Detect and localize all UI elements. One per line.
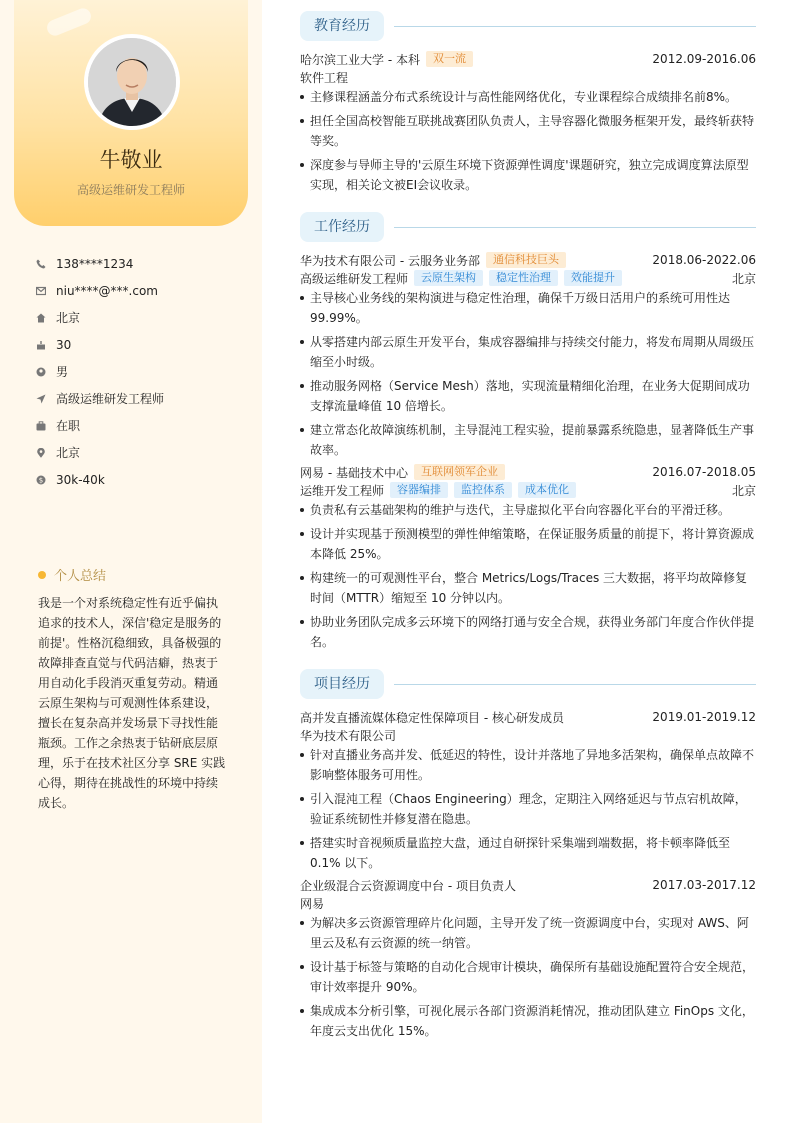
- list-item: 担任全国高校智能互联挑战赛团队负责人，主导容器化微服务框架开发，最终斩获特等奖。: [300, 111, 756, 151]
- summary-text: 我是一个对系统稳定性有近乎偏执追求的技术人，深信'稳定是服务的前提'。性格沉稳细致，具备极强的故障排查直觉与代码洁癖，热衷于用自动化手段消灭重复劳动。精通云原生架构与可观测性体系建设，擅长在复杂高并发场景下寻找性能瓶颈。工作之余热衷于钻研底层原理，乐于在技术社区分享 SRE 实践心得，期待在挑战性的环境中持续成长。: [38, 596, 226, 810]
- date-range: 2019.01-2019.12: [652, 710, 756, 724]
- project-name: 高并发直播流媒体稳定性保障项目 - 核心研发成员: [300, 710, 564, 725]
- school-name: 哈尔滨工业大学 - 本科: [300, 52, 420, 67]
- project-entry: [300, 876, 756, 1045]
- info-value: 北京: [56, 446, 81, 460]
- location-pin-icon: [36, 448, 56, 458]
- info-email: [36, 277, 236, 304]
- list-item: 从零搭建内部云原生开发平台，集成容器编排与持续交付能力，将发布周期从周级压缩至小时级。: [300, 332, 756, 372]
- mail-icon: [36, 286, 56, 296]
- info-salary: [36, 466, 236, 493]
- job-role: 高级运维研发工程师: [300, 271, 409, 286]
- skill-tag: 稳定性治理: [489, 270, 558, 286]
- list-item: 设计基于标签与策略的自动化合规审计模块，确保所有基础设施配置符合安全规范，审计效率提升 90%。: [300, 957, 756, 997]
- school-tag: 双一流: [426, 51, 473, 67]
- skill-tag: 效能提升: [564, 270, 622, 286]
- info-value: niu****@***.com: [56, 283, 158, 298]
- info-position: [36, 385, 236, 412]
- date-range: 2017.03-2017.12: [652, 878, 756, 892]
- info-value: 在职: [56, 419, 81, 433]
- section-work: [300, 212, 756, 242]
- section-title: 工作经历: [300, 212, 384, 242]
- list-item: 针对直播业务高并发、低延迟的特性，设计并落地了异地多活架构，确保单点故障不影响整体服务可用性。: [300, 745, 756, 785]
- project-entry: [300, 708, 756, 877]
- skill-tag: 成本优化: [518, 482, 576, 498]
- job-role: 运维开发工程师: [300, 483, 385, 498]
- bullet-list: [300, 87, 756, 195]
- list-item: 深度参与导师主导的'云原生环境下资源弹性调度'课题研究，独立完成调度算法原型实现，相关论文被EI会议收录。: [300, 155, 756, 195]
- section-title: 教育经历: [300, 11, 384, 41]
- info-location: [36, 439, 236, 466]
- list-item: 协助业务团队完成多云环境下的网络打通与安全合规，获得业务部门年度合作伙伴提名。: [300, 612, 756, 652]
- cake-icon: [36, 340, 56, 350]
- phone-icon: [36, 259, 56, 269]
- project-org: 网易: [300, 896, 325, 911]
- list-item: 引入混沌工程（Chaos Engineering）理念，定期注入网络延迟与节点宕机故障，验证系统韧性并修复潜在隐患。: [300, 789, 756, 829]
- info-status: [36, 412, 236, 439]
- skill-tag: 云原生架构: [414, 270, 483, 286]
- info-value: 30: [56, 337, 72, 352]
- job-city: 北京: [731, 483, 756, 498]
- date-range: 2018.06-2022.06: [652, 253, 756, 267]
- gender-icon: [36, 367, 56, 377]
- list-item: 主导核心业务线的架构演进与稳定性治理，确保千万级日活用户的系统可用性达 99.99%。: [300, 288, 756, 328]
- summary-heading-label: 个人总结: [54, 569, 107, 584]
- job-city: 北京: [731, 271, 756, 286]
- list-item: 推动服务网格（Service Mesh）落地，实现流量精细化治理，在业务大促期间成功支撑流量峰值 10 倍增长。: [300, 376, 756, 416]
- company-name: 华为技术有限公司 - 云服务业务部: [300, 253, 480, 268]
- skill-tag: 容器编排: [390, 482, 448, 498]
- decorative-pill: [45, 6, 94, 38]
- person-title: 高级运维研发工程师: [76, 183, 185, 197]
- send-icon: [36, 394, 56, 404]
- info-value: 高级运维研发工程师: [56, 392, 165, 406]
- bullet-dot-icon: [38, 571, 46, 579]
- company-tag: 通信科技巨头: [486, 252, 566, 268]
- contact-info-list: [36, 250, 236, 493]
- list-item: 建立常态化故障演练机制，主导混沌工程实验，提前暴露系统隐患，显著降低生产事故率。: [300, 420, 756, 460]
- major: 软件工程: [300, 70, 349, 85]
- section-divider: [394, 227, 756, 228]
- home-icon: [36, 313, 56, 323]
- info-value: 30k-40k: [56, 472, 105, 487]
- info-phone: [36, 250, 236, 277]
- info-age: [36, 331, 236, 358]
- date-range: 2012.09-2016.06: [652, 52, 756, 66]
- svg-text:$: $: [38, 476, 44, 484]
- bullet-list: [300, 745, 756, 873]
- section-title: 项目经历: [300, 669, 384, 699]
- info-value: 男: [56, 365, 69, 379]
- date-range: 2016.07-2018.05: [652, 465, 756, 479]
- bullet-list: [300, 500, 756, 652]
- skill-tag: 监控体系: [454, 482, 512, 498]
- list-item: 为解决多云资源管理碎片化问题，主导开发了统一资源调度中台，实现对 AWS、阿里云及私有云资源的统一纳管。: [300, 913, 756, 953]
- section-divider: [394, 26, 756, 27]
- sidebar: [0, 0, 262, 1123]
- avatar: [88, 38, 176, 126]
- section-projects: [300, 669, 756, 699]
- company-name: 网易 - 基础技术中心: [300, 465, 408, 480]
- list-item: 主修课程涵盖分布式系统设计与高性能网络优化，专业课程综合成绩排名前8%。: [300, 87, 756, 107]
- avatar-frame: [84, 34, 180, 130]
- person-name: 牛敬业: [99, 148, 163, 172]
- info-value: 138****1234: [56, 256, 134, 271]
- bullet-list: [300, 288, 756, 460]
- list-item: 设计并实现基于预测模型的弹性伸缩策略，在保证服务质量的前提下，将计算资源成本降低 25%。: [300, 524, 756, 564]
- work-entry: [300, 251, 756, 464]
- education-entry: [300, 50, 756, 199]
- list-item: 搭建实时音视频质量监控大盘，通过自研探针采集端到端数据，将卡顿率降低至 0.1% 以下。: [300, 833, 756, 873]
- salary-icon: [36, 475, 56, 485]
- section-education: [300, 11, 756, 41]
- company-tag: 互联网领军企业: [414, 464, 505, 480]
- info-residence: [36, 304, 236, 331]
- project-org: 华为技术有限公司: [300, 728, 397, 743]
- list-item: 负责私有云基础架构的维护与迭代，主导虚拟化平台向容器化平台的平滑迁移。: [300, 500, 756, 520]
- list-item: 集成成本分析引擎，可视化展示各部门资源消耗情况，推动团队建立 FinOps 文化，年度云支出优化 15%。: [300, 1001, 756, 1041]
- briefcase-icon: [36, 421, 56, 431]
- section-divider: [394, 684, 756, 685]
- info-value: 北京: [56, 311, 81, 325]
- work-entry: [300, 463, 756, 656]
- list-item: 构建统一的可观测性平台，整合 Metrics/Logs/Traces 三大数据，将平均故障修复时间（MTTR）缩短至 10 分钟以内。: [300, 568, 756, 608]
- project-name: 企业级混合云资源调度中台 - 项目负责人: [300, 878, 516, 893]
- info-gender: [36, 358, 236, 385]
- summary-heading: [38, 565, 106, 584]
- bullet-list: [300, 913, 756, 1041]
